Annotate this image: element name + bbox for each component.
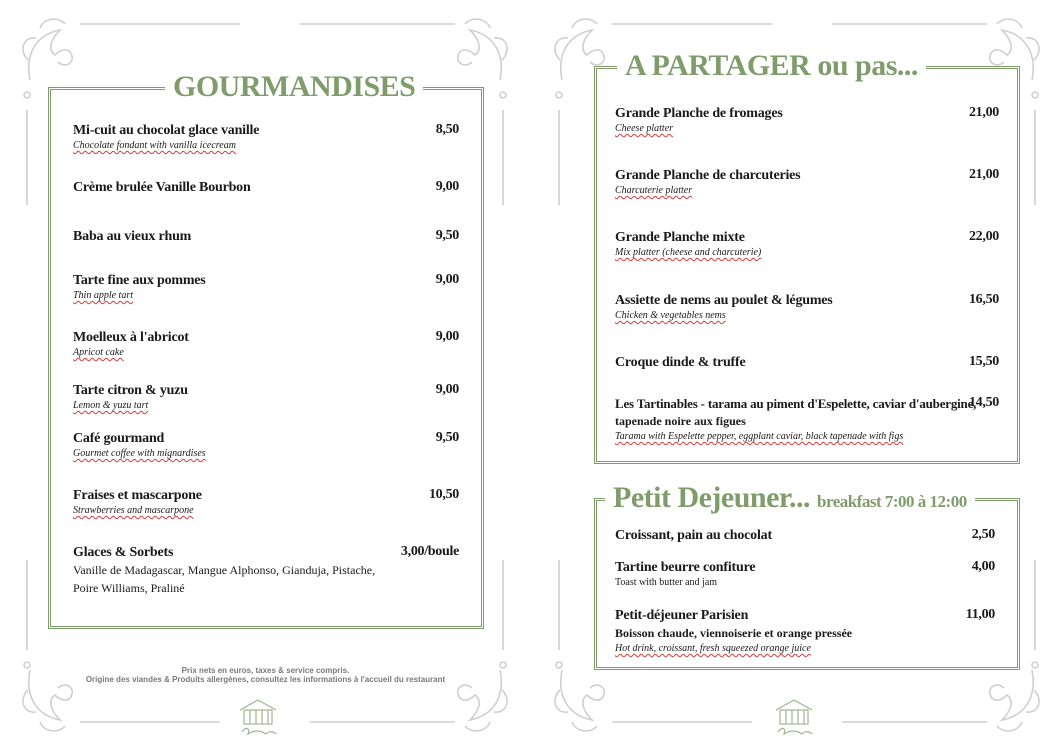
item-name: Crème brulée Vanille Bourbon [73, 180, 251, 195]
item-price: 4,00 [971, 559, 995, 574]
menu-item [615, 395, 999, 443]
item-name: Fraises et mascarpone [73, 488, 202, 503]
item-name: Tarte citron & yuzu [73, 383, 188, 398]
menu-item [615, 167, 999, 197]
footer-line: Prix nets en euros, taxes & service compris. [181, 666, 350, 675]
menu-item [615, 354, 999, 371]
footer-note [0, 666, 531, 684]
item-name: Tartine beurre confiture [615, 560, 756, 575]
item-name: Assiette de nems au poulet & légumes [615, 293, 833, 308]
item-name: Glaces & Sorbets [73, 545, 174, 560]
menu-item [615, 607, 995, 655]
section-title: GOURMANDISES [165, 72, 423, 102]
item-description: Strawberries and mascarpone [73, 505, 194, 516]
menu-item [73, 329, 459, 359]
cafe-logo [236, 696, 280, 740]
item-description: Chicken & vegetables nems [615, 310, 726, 321]
item-name: Tarte fine aux pommes [73, 273, 206, 288]
item-name: Grande Planche de charcuteries [615, 168, 801, 183]
item-price: 21,00 [968, 167, 999, 182]
item-description: Mix platter (cheese and charcuterie) [615, 247, 762, 258]
item-price: 10,50 [428, 487, 459, 502]
item-name: Mi-cuit au chocolat glace vanille [73, 123, 260, 138]
item-description: Thin apple tart [73, 290, 134, 301]
item-price: 11,00 [965, 607, 995, 622]
item-description: Cheese platter [615, 123, 674, 134]
item-price: 9,50 [435, 430, 459, 445]
item-name: Grande Planche de fromages [615, 106, 783, 121]
menu-item [73, 544, 459, 597]
item-name: Croissant, pain au chocolat [615, 528, 772, 543]
footer-line: Origine des viandes & Produits allergènes, consultez les informations à l'accueil du restaurant [85, 675, 446, 684]
gourmandises-section [48, 70, 484, 629]
item-description: Gourmet coffee with mignardises [73, 448, 206, 459]
item-price: 9,50 [435, 228, 459, 243]
item-price: 9,00 [435, 329, 459, 344]
item-description: Chocolate fondant with vanilla icecream [73, 140, 236, 151]
item-name: Petit-déjeuner Parisien [615, 608, 749, 623]
cafe-logo [772, 696, 816, 740]
section-title: A PARTAGER ou pas... [617, 51, 926, 81]
item-detail: tapenade noire aux figues [615, 414, 746, 428]
item-price: 14,50 [968, 395, 999, 410]
menu-item [73, 272, 459, 302]
item-price: 22,00 [968, 229, 999, 244]
menu-item [615, 229, 999, 259]
menu-item [615, 105, 999, 135]
item-name: Croque dinde & truffe [615, 355, 746, 370]
item-price: 2,50 [971, 527, 995, 542]
menu-item [615, 559, 995, 589]
item-price: 9,00 [435, 272, 459, 287]
item-price: 21,00 [968, 105, 999, 120]
item-name: Baba au vieux rhum [73, 229, 192, 244]
menu-item [73, 228, 459, 245]
menu-item [615, 292, 999, 322]
left-menu-page [0, 0, 531, 750]
item-description: Toast with butter and jam [615, 577, 718, 588]
petit-dejeuner-section [594, 481, 1020, 670]
item-price: 15,50 [968, 354, 999, 369]
right-menu-page [532, 0, 1063, 750]
menu-item [73, 179, 459, 196]
item-price: 9,00 [435, 179, 459, 194]
menu-item [73, 430, 459, 460]
item-description: Hot drink, croissant, fresh squeezed orange juice [615, 643, 811, 654]
menu-item [615, 527, 995, 544]
item-description: Charcuterie platter [615, 185, 693, 196]
item-name: Moelleux à l'abricot [73, 330, 189, 345]
item-description: Tarama with Espelette pepper, eggplant caviar, black tapenade with figs [615, 431, 904, 442]
item-price: 9,00 [435, 382, 459, 397]
item-price: 16,50 [968, 292, 999, 307]
item-price: 3,00/boule [400, 544, 459, 559]
item-name: Grande Planche mixte [615, 230, 745, 245]
section-title: Petit Dejeuner... breakfast 7:00 à 12:00 [605, 483, 975, 513]
item-detail: Boisson chaude, viennoiserie et orange pressée [615, 626, 853, 640]
item-name: Les Tartinables - tarama au piment d'Espelette, caviar d'aubergine, [615, 396, 977, 411]
menu-item [73, 487, 459, 517]
item-detail: Vanille de Madagascar, Mangue Alphonso, Gianduja, Pistache, [73, 563, 376, 577]
a-partager-section [594, 49, 1020, 464]
item-description: Lemon & yuzu tart [73, 400, 149, 411]
menu-item [73, 122, 459, 152]
menu-item [73, 382, 459, 412]
item-detail: Poire Williams, Praliné [73, 581, 185, 595]
item-name: Café gourmand [73, 431, 165, 446]
item-price: 8,50 [435, 122, 459, 137]
item-description: Apricot cake [73, 347, 124, 358]
